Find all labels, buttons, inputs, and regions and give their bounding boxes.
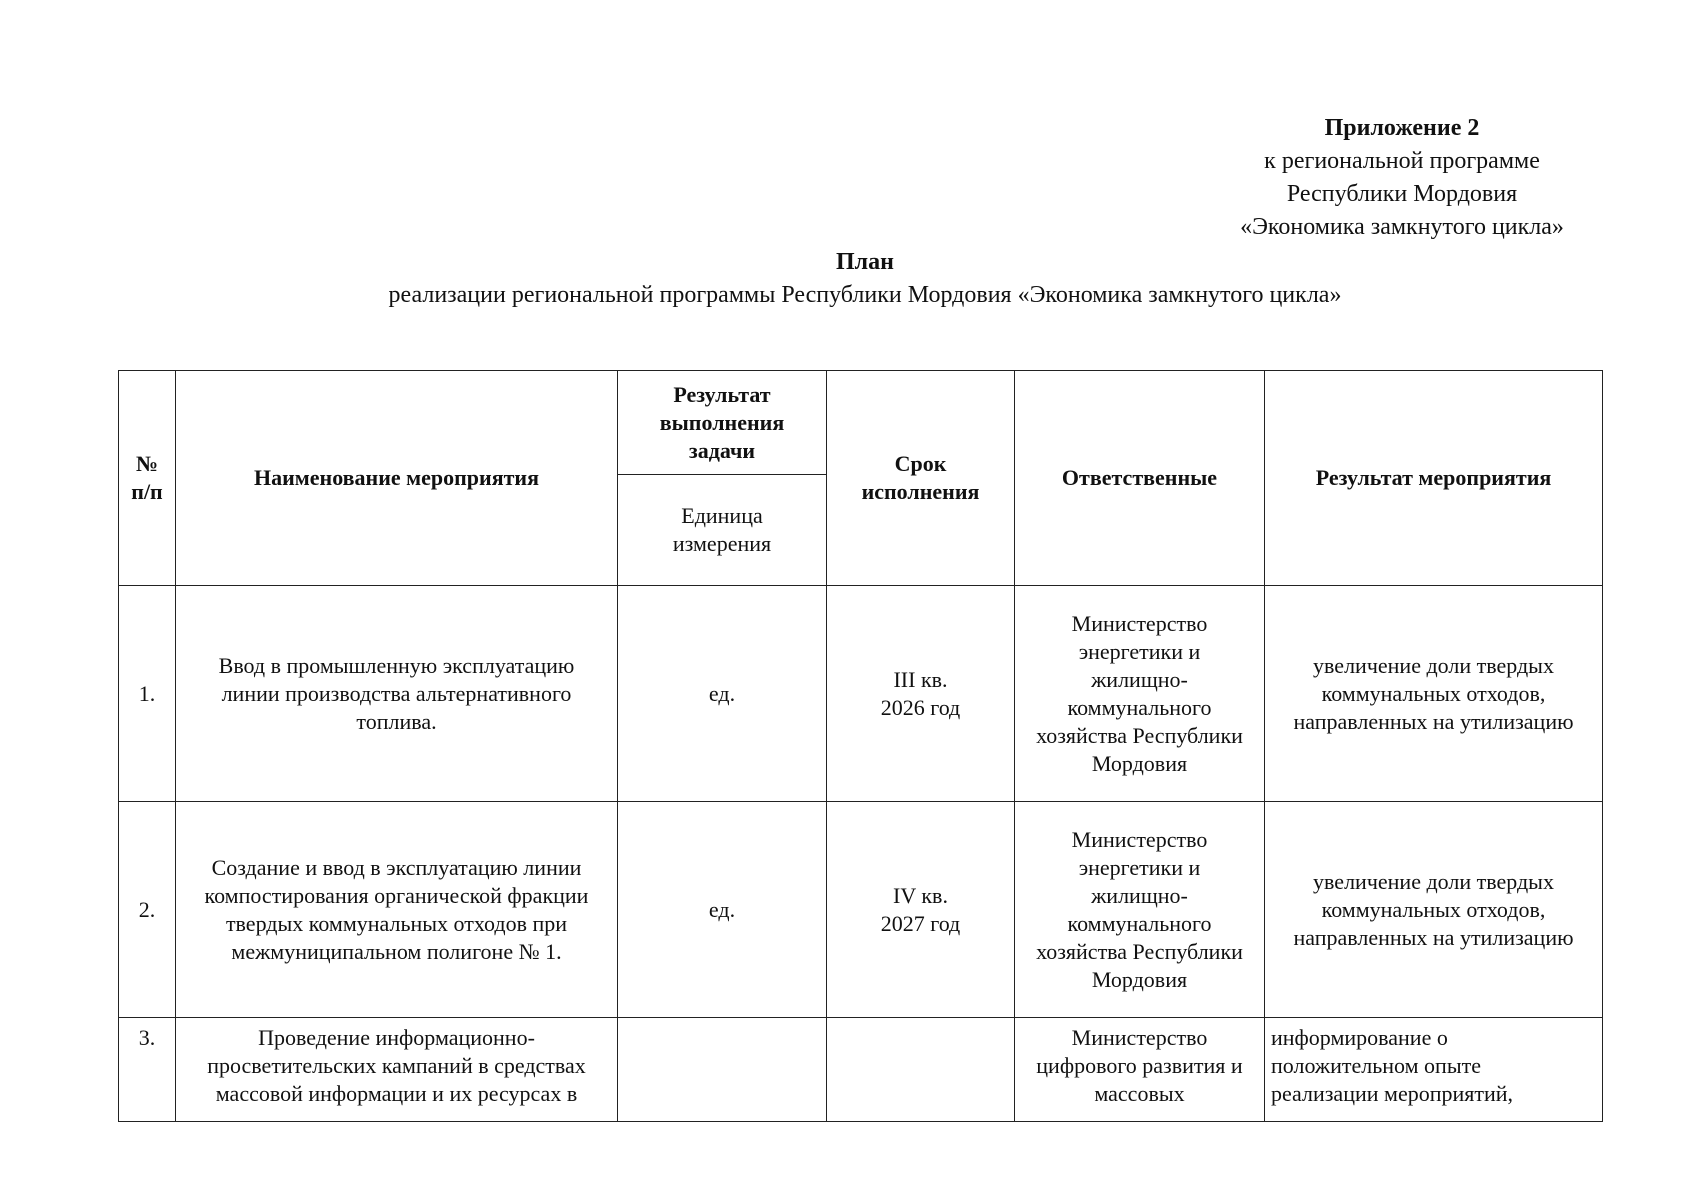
appendix-header <box>1192 112 1612 244</box>
cell-result <box>1265 802 1603 1018</box>
cell-number: 3. <box>119 1018 176 1122</box>
cell-line: Ввод в промышленную эксплуатацию <box>218 652 575 678</box>
header-text: Единица <box>681 503 763 528</box>
cell-line: Министерство <box>1071 1025 1208 1050</box>
appendix-title: Приложение 2 <box>1324 115 1480 141</box>
cell-line: Мордовия <box>1091 966 1188 992</box>
cell-result <box>1265 1018 1603 1122</box>
header-text: Результат <box>673 381 771 407</box>
header-text: выполнения <box>659 409 785 435</box>
cell-line: компостирования органической фракции <box>204 882 589 908</box>
header-text: задачи <box>688 437 756 463</box>
cell-number: 1. <box>119 586 176 802</box>
cell-line: хозяйства Республики <box>1036 938 1243 964</box>
plan-subtitle: реализации региональной программы Республики Мордовия «Экономика замкнутого цикла» <box>388 282 1342 308</box>
table-header-row <box>119 371 1603 475</box>
cell-line: хозяйства Республики <box>1036 722 1243 748</box>
header-responsible: Ответственные <box>1015 371 1265 586</box>
cell-unit: ед. <box>618 802 827 1018</box>
cell-line: Проведение информационно- <box>258 1025 535 1050</box>
cell-line: увеличение доли твердых <box>1313 652 1554 678</box>
appendix-line: к региональной программе <box>1264 148 1540 174</box>
cell-line: Создание и ввод в эксплуатацию линии <box>211 854 582 880</box>
appendix-line: Республики Мордовия <box>1286 181 1518 207</box>
header-task-result <box>618 371 827 475</box>
cell-line: реализации мероприятий, <box>1271 1081 1514 1106</box>
table-row <box>119 586 1603 802</box>
cell-line: просветительских кампаний в средствах <box>207 1053 586 1078</box>
cell-responsible <box>1015 802 1265 1018</box>
cell-responsible <box>1015 1018 1265 1122</box>
cell-line: линии производства альтернативного <box>221 680 572 706</box>
plan-title: План <box>836 249 894 275</box>
table-row <box>119 1018 1603 1122</box>
cell-line: твердых коммунальных отходов при <box>225 910 568 936</box>
cell-line: увеличение доли твердых <box>1313 868 1554 894</box>
cell-result <box>1265 586 1603 802</box>
cell-line: массовых <box>1094 1081 1185 1106</box>
table-row <box>119 802 1603 1018</box>
cell-line: топлива. <box>356 708 437 734</box>
cell-line: Мордовия <box>1091 750 1188 776</box>
cell-line: направленных на утилизацию <box>1293 708 1574 734</box>
cell-deadline <box>827 1018 1015 1122</box>
cell-name <box>176 586 618 802</box>
plan-heading <box>0 246 1706 312</box>
cell-unit: ед. <box>618 586 827 802</box>
cell-name <box>176 1018 618 1122</box>
cell-line: Министерство <box>1071 826 1208 852</box>
header-text: измерения <box>672 531 772 556</box>
cell-line: информирование о <box>1271 1025 1448 1050</box>
cell-line: положительном опыте <box>1271 1053 1481 1078</box>
appendix-line: «Экономика замкнутого цикла» <box>1240 214 1564 240</box>
header-text: п/п <box>131 479 163 504</box>
header-text: исполнения <box>861 479 980 504</box>
cell-line: жилищно- <box>1091 882 1188 908</box>
cell-line: коммунального <box>1067 694 1212 720</box>
cell-line: коммунальных отходов, <box>1321 896 1546 922</box>
header-deadline <box>827 371 1015 586</box>
cell-name <box>176 802 618 1018</box>
cell-line: коммунальных отходов, <box>1321 680 1546 706</box>
cell-line: 2026 год <box>880 694 961 720</box>
cell-line: коммунального <box>1067 910 1212 936</box>
cell-line: направленных на утилизацию <box>1293 924 1574 950</box>
cell-deadline <box>827 802 1015 1018</box>
cell-line: Министерство <box>1071 610 1208 636</box>
header-number <box>119 371 176 586</box>
header-name: Наименование мероприятия <box>176 371 618 586</box>
header-text: № <box>135 451 159 476</box>
cell-line: межмуниципальном полигоне № 1. <box>231 938 562 964</box>
cell-line: энергетики и <box>1078 854 1201 880</box>
plan-table <box>118 370 1603 1122</box>
cell-number: 2. <box>119 802 176 1018</box>
header-unit <box>618 475 827 586</box>
cell-line: 2027 год <box>880 910 961 936</box>
cell-line: энергетики и <box>1078 638 1201 664</box>
cell-line: жилищно- <box>1091 666 1188 692</box>
header-text: Срок <box>894 451 947 476</box>
cell-line: цифрового развития и <box>1036 1053 1243 1078</box>
cell-responsible <box>1015 586 1265 802</box>
cell-line: III кв. <box>893 666 948 692</box>
cell-deadline <box>827 586 1015 802</box>
cell-line: массовой информации и их ресурсах в <box>215 1081 578 1106</box>
cell-unit <box>618 1018 827 1122</box>
cell-line: IV кв. <box>893 882 948 908</box>
header-event-result: Результат мероприятия <box>1265 371 1603 586</box>
